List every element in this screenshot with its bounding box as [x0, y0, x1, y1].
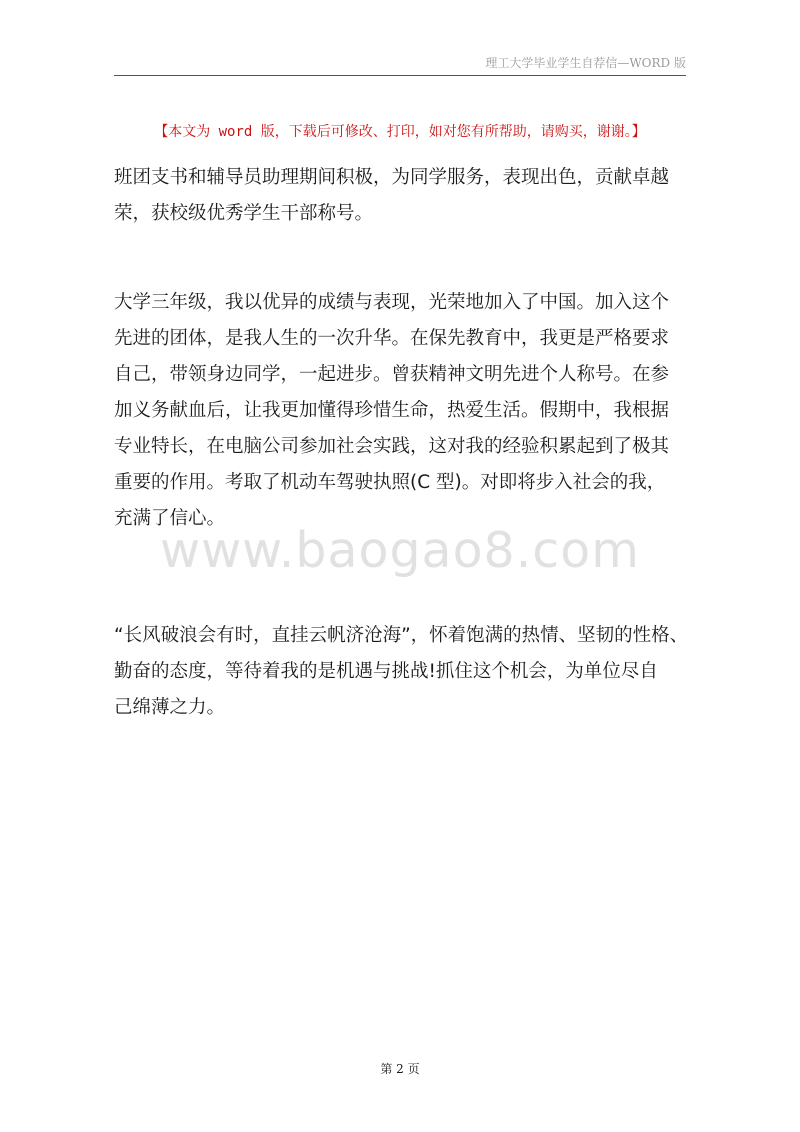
- paragraph-line: 班团支书和辅导员助理期间积极，为同学服务，表现出色，贡献卓越: [114, 167, 670, 188]
- paragraph-line: 重要的作用。考取了机动车驾驶执照(C 型)。对即将步入社会的我，: [114, 472, 666, 493]
- paragraph-line: 勤奋的态度，等待着我的是机遇与挑战!抓住这个机会，为单位尽自: [114, 661, 658, 682]
- paragraph-line: 充满了信心。: [114, 508, 226, 529]
- paragraph-line: 自己，带领身边同学，一起进步。曾获精神文明先进个人称号。在参: [114, 364, 670, 385]
- page-header-title: 理工大学毕业学生自荐信—WORD 版: [485, 56, 686, 70]
- header-divider: [114, 75, 686, 76]
- page-number: 第 2 页: [380, 1062, 420, 1076]
- paragraph-line: 己绵薄之力。: [114, 697, 226, 718]
- paragraph-3: [114, 618, 689, 726]
- purchase-notice: 【本文为 word 版，下载后可修改、打印，如对您有所帮助，请购买，谢谢。】: [154, 124, 646, 140]
- paragraph-line: 专业特长，在电脑公司参加社会实践，这对我的经验积累起到了极其: [114, 436, 670, 457]
- watermark: www.baogao8.com: [160, 522, 640, 579]
- paragraph-line: 加义务献血后，让我更加懂得珍惜生命，热爱生活。假期中，我根据: [114, 400, 670, 421]
- paragraph-line: 荣，获校级优秀学生干部称号。: [114, 203, 374, 224]
- paragraph-1: [114, 160, 686, 232]
- paragraph-line: “长风破浪会有时，直挂云帆济沧海”，怀着饱满的热情、坚韧的性格、: [114, 625, 689, 646]
- paragraph-2: [114, 285, 686, 537]
- paragraph-line: 先进的团体，是我人生的一次升华。在保先教育中，我更是严格要求: [114, 328, 670, 349]
- paragraph-line: 大学三年级，我以优异的成绩与表现，光荣地加入了中国。加入这个: [114, 292, 670, 313]
